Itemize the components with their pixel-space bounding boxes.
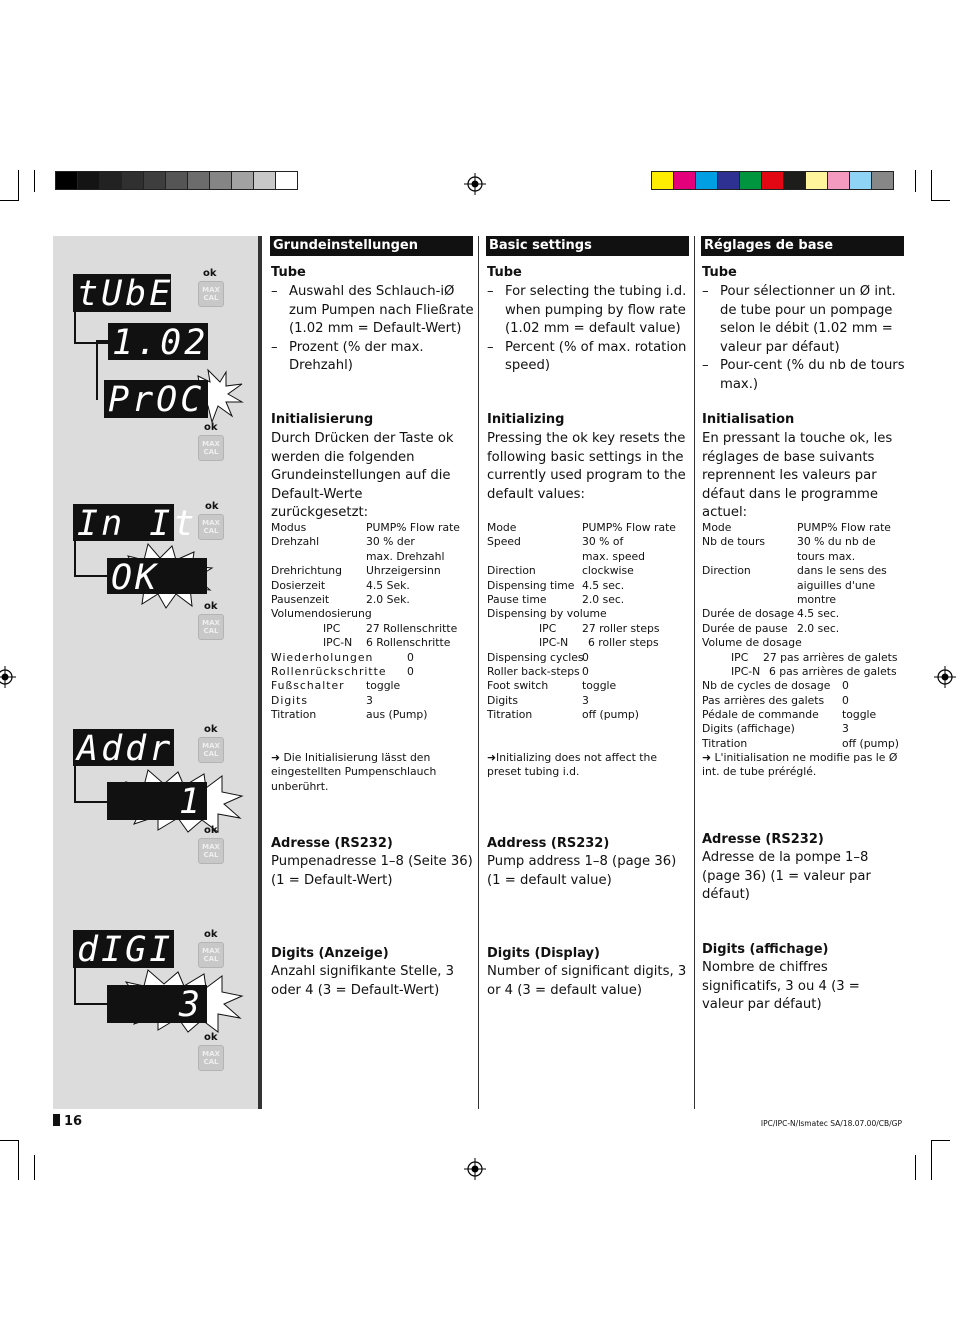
- document-reference: IPC/IPC-N/Ismatec SA/18.07.00/CB/GP: [760, 1119, 902, 1128]
- maxcal-key: MAX CAL: [198, 514, 224, 540]
- init-note: ➜ L'initialisation ne modifie pas le Ø int. de tube préréglé.: [702, 751, 898, 779]
- registration-mark-bottom: [464, 1158, 486, 1180]
- list-item: montre: [797, 592, 837, 606]
- digits-text: Number of significant digits, 3 or 4 (3 = default value): [487, 964, 687, 998]
- list-item: IPC-N 6 roller steps: [539, 636, 659, 650]
- color-swatch: [849, 171, 872, 190]
- color-swatch: [783, 171, 806, 190]
- color-swatch: [187, 171, 210, 190]
- display-tube: tUbE: [73, 274, 171, 312]
- tube-title: Tube: [487, 265, 522, 280]
- list-item: max. Drehzahl: [366, 549, 445, 563]
- registration-mark-top: [464, 173, 486, 195]
- address-title: Adresse (RS232): [271, 836, 393, 851]
- color-swatch: [739, 171, 762, 190]
- list-item: Direction clockwise: [487, 564, 634, 578]
- maxcal-key: MAX CAL: [198, 614, 224, 640]
- list-item: – Percent (% of max. rotation speed): [487, 339, 687, 373]
- list-item: Volumendosierung: [271, 607, 372, 621]
- list-item: Durée de pause 2.0 sec.: [702, 621, 840, 635]
- color-swatch: [761, 171, 784, 190]
- init-text: Pressing the ok key resets the following basic settings in the currently used program to the default values:: [487, 431, 686, 502]
- digits-title: Digits (Anzeige): [271, 946, 389, 961]
- display-digi: dIGI: [73, 930, 174, 968]
- display-tube-value: 1.02: [108, 323, 208, 360]
- default-settings-list: [487, 521, 692, 722]
- registration-mark-left: [0, 666, 16, 688]
- digits-title: Digits (affichage): [702, 942, 829, 957]
- digits-text: Nombre de chiffres significatifs, 3 ou 4 (3 = valeur par défaut): [702, 960, 860, 1012]
- default-settings-list: [271, 521, 476, 722]
- digits-title: Digits (Display): [487, 946, 600, 961]
- german-column-header: Grundeinstellungen: [270, 236, 473, 256]
- ok-label: ok: [204, 601, 218, 612]
- tube-list: [487, 283, 690, 376]
- list-item: Wiederholungen 0: [271, 650, 414, 664]
- list-item: Dispensing by volume: [487, 607, 607, 621]
- sidebar-divider: [258, 236, 262, 1109]
- display-ok: OK: [107, 558, 207, 594]
- list-item: – Auswahl des Schlauch-iØ zum Pumpen nach Fließrate (1.02 mm = Default-Wert): [271, 284, 474, 336]
- connector-line: [74, 310, 110, 344]
- color-swatch: [651, 171, 674, 190]
- display-init: In It: [73, 504, 174, 541]
- init-title: Initialisierung: [271, 412, 374, 427]
- init-text: En pressant la touche ok, les réglages de base suivants reprennent les valeurs par défaut dans le programme actuel:: [702, 431, 893, 520]
- color-swatch: [143, 171, 166, 190]
- color-swatch: [55, 171, 78, 190]
- list-item: tours max.: [797, 549, 856, 563]
- color-swatch: [99, 171, 122, 190]
- display-addr-value: 1: [107, 782, 207, 820]
- list-item: Pausenzeit 2.0 Sek.: [271, 592, 410, 606]
- color-swatch: [77, 171, 100, 190]
- list-item: Nb de cycles de dosage 0: [702, 679, 849, 693]
- list-item: Modus PUMP% Flow rate: [271, 521, 460, 534]
- tube-title: Tube: [702, 265, 737, 280]
- list-item: Titration aus (Pump): [271, 708, 428, 722]
- list-item: – Pour-cent (% du nb de tours max.): [702, 358, 905, 392]
- page-number: 16: [53, 1114, 82, 1129]
- color-swatch: [673, 171, 696, 190]
- english-column-header: Basic settings: [486, 236, 689, 256]
- address-text: Pumpenadresse 1–8 (Seite 36) (1 = Default-Wert): [271, 854, 473, 888]
- color-swatch: [209, 171, 232, 190]
- maxcal-key: MAX CAL: [198, 281, 224, 307]
- init-title: Initialisation: [702, 412, 795, 427]
- registration-mark-right: [934, 666, 956, 688]
- list-item: Titration off (pump): [487, 708, 639, 722]
- default-settings-list: [702, 521, 907, 751]
- list-item: Mode PUMP% Flow rate: [702, 521, 891, 534]
- list-item: – Pour sélectionner un Ø int. de tube pour un pompage selon le débit (1.02 mm = valeur par défaut): [702, 284, 896, 355]
- list-item: Roller back-steps 0: [487, 664, 589, 678]
- init-title: Initializing: [487, 412, 565, 427]
- list-item: IPC 27 Rollenschritte: [323, 621, 458, 635]
- list-item: Rollenrückschritte 0: [271, 664, 414, 678]
- list-item: Pause time 2.0 sec.: [487, 592, 625, 606]
- tube-title: Tube: [271, 265, 306, 280]
- list-item: Titration off (pump): [702, 736, 899, 750]
- connector-line: [74, 540, 110, 577]
- list-item: Direction dans le sens des: [702, 564, 887, 578]
- list-item: Fußschalter toggle: [271, 679, 401, 693]
- init-text: Durch Drücken der Taste ok werden die folgenden Grundeinstellungen auf die Default-Werte zurückgesetzt:: [271, 431, 454, 520]
- digits-text: Anzahl signifikante Stelle, 3 oder 4 (3 = Default-Wert): [271, 964, 455, 998]
- maxcal-key: MAX CAL: [198, 1045, 224, 1071]
- ok-label: ok: [204, 1032, 218, 1043]
- list-item: IPC-N 6 Rollenschritte: [323, 636, 451, 650]
- list-item: IPC-N 6 pas arrières de galets: [731, 664, 897, 678]
- ok-label: ok: [204, 422, 218, 433]
- ok-label: ok: [204, 929, 218, 940]
- list-item: IPC 27 roller steps: [539, 621, 660, 635]
- color-swatch: [253, 171, 276, 190]
- list-item: – For selecting the tubing i.d. when pumping by flow rate (1.02 mm = default value): [487, 284, 687, 336]
- ok-label: ok: [205, 501, 219, 512]
- display-proc: PrOC: [104, 380, 208, 418]
- list-item: Drehrichtung Uhrzeigersinn: [271, 564, 441, 578]
- maxcal-key: MAX CAL: [198, 838, 224, 864]
- maxcal-key: MAX CAL: [198, 942, 224, 968]
- maxcal-key: MAX CAL: [198, 435, 224, 461]
- init-note: ➜ Die Initialisierung lässt den eingestellten Pumpenschlauch unberührt.: [271, 751, 437, 793]
- list-item: – Prozent (% der max. Drehzahl): [271, 339, 424, 373]
- list-item: Digits (affichage) 3: [702, 722, 849, 736]
- list-item: max. speed: [582, 549, 646, 563]
- list-item: IPC 27 pas arrières de galets: [731, 650, 898, 664]
- color-swatch: [231, 171, 254, 190]
- column-divider: [478, 236, 479, 1109]
- color-swatch: [827, 171, 850, 190]
- list-item: Speed 30 % of: [487, 535, 624, 549]
- ok-label: ok: [204, 724, 218, 735]
- list-item: Drehzahl 30 % der: [271, 535, 415, 549]
- color-swatch: [165, 171, 188, 190]
- list-item: Digits 3: [487, 693, 589, 707]
- list-item: aiguilles d'une: [797, 578, 876, 592]
- list-item: Volume de dosage: [702, 636, 802, 650]
- list-item: Durée de dosage 4.5 sec.: [702, 607, 840, 621]
- init-note: ➜Initializing does not affect the preset tubing i.d.: [487, 751, 658, 779]
- color-swatch: [121, 171, 144, 190]
- color-swatch: [717, 171, 740, 190]
- connector-line: [74, 966, 110, 1005]
- list-item: Digits 3: [271, 693, 373, 707]
- ok-label: ok: [203, 268, 217, 279]
- color-swatch: [695, 171, 718, 190]
- maxcal-key: MAX CAL: [198, 737, 224, 763]
- list-item: Pédale de commande toggle: [702, 708, 877, 722]
- color-swatch: [871, 171, 894, 190]
- display-addr: Addr: [73, 729, 174, 766]
- display-digi-value: 3: [107, 985, 207, 1023]
- color-swatch: [275, 171, 298, 190]
- list-item: Mode PUMP% Flow rate: [487, 521, 676, 534]
- tube-list: [702, 283, 905, 394]
- address-text: Adresse de la pompe 1–8 (page 36) (1 = valeur par défaut): [702, 850, 871, 902]
- color-swatch: [805, 171, 828, 190]
- tube-list: [271, 283, 474, 376]
- column-divider: [694, 236, 695, 1109]
- list-item: Dispensing cycles 0: [487, 650, 589, 664]
- ok-label: ok: [204, 825, 218, 836]
- french-column-header: Réglages de base: [701, 236, 904, 256]
- list-item: Dispensing time 4.5 sec.: [487, 578, 625, 592]
- address-title: Address (RS232): [487, 836, 610, 851]
- connector-line: [74, 765, 110, 803]
- list-item: Nb de tours 30 % du nb de: [702, 535, 876, 549]
- list-item: Dosierzeit 4.5 Sek.: [271, 578, 410, 592]
- address-title: Adresse (RS232): [702, 832, 824, 847]
- list-item: Pas arrières des galets 0: [702, 693, 849, 707]
- list-item: Foot switch toggle: [487, 679, 617, 693]
- address-text: Pump address 1–8 (page 36) (1 = default value): [487, 854, 677, 888]
